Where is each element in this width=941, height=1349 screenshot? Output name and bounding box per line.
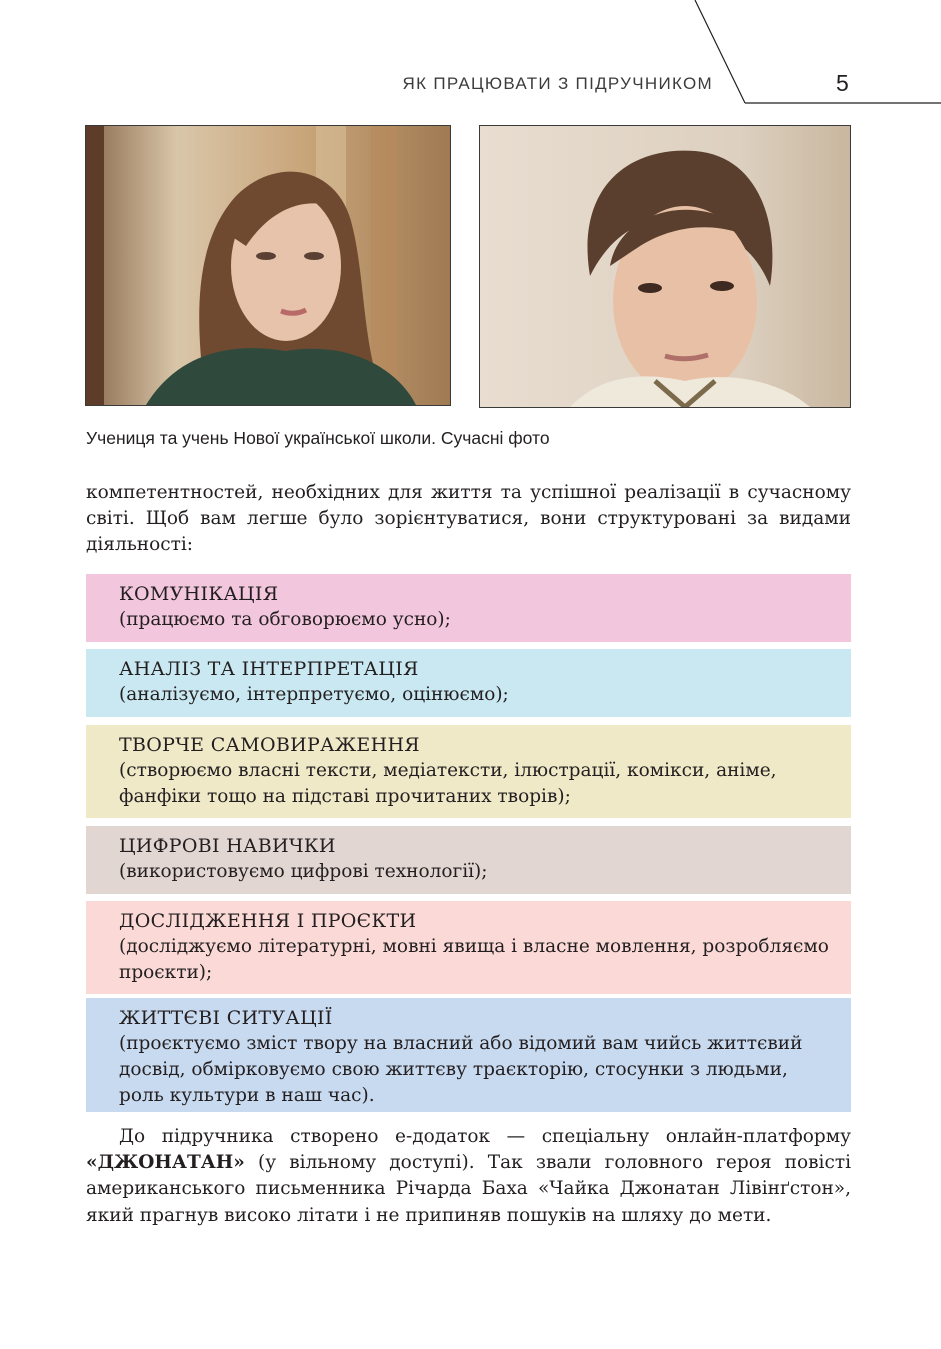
jonathan-platform-name: «ДЖОНАТАН»	[86, 1152, 245, 1174]
running-header	[0, 0, 941, 110]
activity-digital	[86, 826, 851, 894]
activity-title: КОМУНІКАЦІЯ	[119, 583, 279, 605]
activity-title: ДОСЛІДЖЕННЯ І ПРОЄКТИ	[119, 910, 417, 932]
student-boy-photo	[479, 125, 851, 408]
student-girl-photo	[85, 125, 451, 406]
page-number: 5	[836, 70, 849, 96]
outro-paragraph	[86, 1124, 851, 1229]
activity-title: АНАЛІЗ ТА ІНТЕРПРЕТАЦІЯ	[119, 658, 419, 680]
student-girl-illustration	[86, 126, 450, 405]
activity-description: (аналізуємо, інтерпретуємо, оцінюємо);	[119, 684, 509, 705]
activity-description: (створюємо власні тексти, медіатексти, ілюстрації, комікси, аніме, фанфіки тощо на підставі прочитаних творів);	[119, 760, 777, 807]
activity-title: ТВОРЧЕ САМОВИРАЖЕННЯ	[119, 734, 420, 756]
activity-description: (проєктуємо зміст твору на власний або відомий вам чийсь життєвий досвід, обмірковуємо свою життєву траєкторію, стосунки з людьми, роль культури в наш час).	[119, 1033, 803, 1106]
header-title: ЯК ПРАЦЮВАТИ З ПІДРУЧНИКОМ	[402, 74, 713, 93]
activity-title: ЖИТТЄВІ СИТУАЦІЇ	[119, 1007, 333, 1029]
outro-rest: (у вільному доступі). Так звали головного героя повісті американського письменника Річарда Баха «Чайка Джонатан Лівінґстон», який прагнув високо літати і не припиняв пошуків на шляху до мети.	[86, 1152, 851, 1226]
student-boy-illustration	[480, 126, 850, 407]
activity-creative	[86, 725, 851, 818]
outro-lead: До підручника створено е-додаток — спеціальну онлайн-платформу	[119, 1126, 851, 1147]
activity-analysis	[86, 649, 851, 717]
activity-description: (працюємо та обговорюємо усно);	[119, 609, 451, 630]
activity-life	[86, 998, 851, 1112]
activity-description: (використовуємо цифрові технології);	[119, 861, 488, 882]
activity-description: (досліджуємо літературні, мовні явища і власне мовлення, розробляємо проєкти);	[119, 936, 829, 983]
activity-title: ЦИФРОВІ НАВИЧКИ	[119, 835, 336, 857]
intro-paragraph: компетентностей, необхідних для життя та успішної реалізації в сучасному світі. Щоб вам легше було зорієнтуватися, вони структуровані за видами діяльності:	[86, 482, 851, 556]
activity-communication	[86, 574, 851, 642]
photo-caption: Учениця та учень Нової української школи. Сучасні фото	[86, 428, 550, 448]
activity-research	[86, 901, 851, 994]
